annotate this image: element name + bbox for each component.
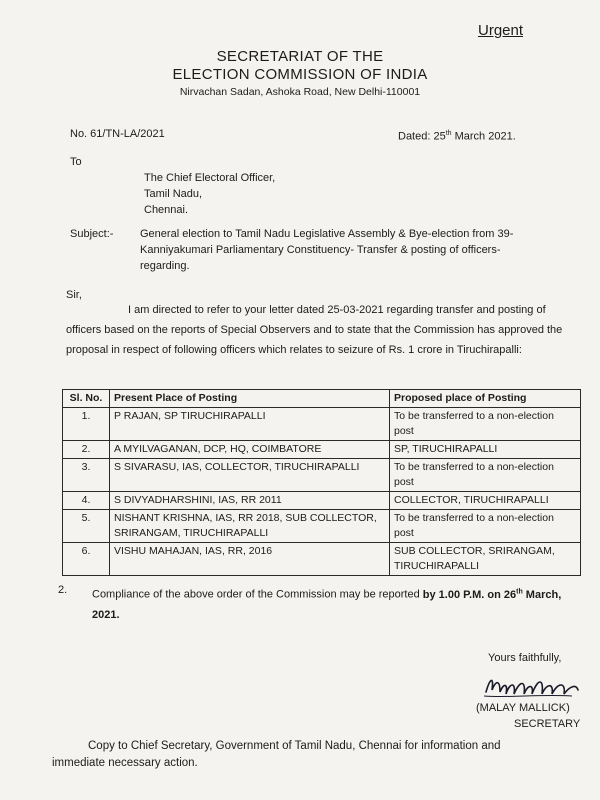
salutation: Sir,: [66, 289, 82, 301]
recipient-line: Tamil Nadu,: [144, 188, 203, 200]
deadline-part-2: March, 2021.: [92, 588, 562, 621]
paragraph-2-number: 2.: [58, 584, 68, 596]
reference-number: No. 61/TN-LA/2021: [70, 128, 165, 140]
body-paragraph-1: I am directed to refer to your letter dated 25-03-2021 regarding transfer and posting of officers based on the reports of Special Observers and to state that the Commission has approved the proposal in respect of following officers which relates to seizure of Rs. 1 crore in Tiruchirapalli:: [66, 304, 563, 356]
subject-text: General election to Tamil Nadu Legislative Assembly & Bye-election from 39-Kanniyakumari Parliamentary Constituency- Transfer & posting of officers-regarding.: [140, 228, 514, 272]
header-address: Nirvachan Sadan, Ashoka Road, New Delhi-110001: [179, 86, 421, 98]
date-suffix: March 2021.: [451, 130, 516, 143]
deadline-part-1: by 1.00 P.M. on 26: [422, 588, 517, 601]
subject-label: Subject:-: [70, 228, 114, 240]
officers-table: [62, 389, 581, 576]
cell-present: S SIVARASU, IAS, COLLECTOR, TIRUCHIRAPALLI: [110, 459, 390, 492]
date-line: [398, 126, 516, 145]
header-sl-no: Sl. No.: [63, 390, 110, 408]
signatory-name: (MALAY MALLICK): [476, 702, 570, 714]
cell-present: S DIVYADHARSHINI, IAS, RR 2011: [110, 492, 390, 510]
cell-proposed: To be transferred to a non-election post: [390, 459, 581, 492]
cell-proposed: COLLECTOR, TIRUCHIRAPALLI: [390, 492, 581, 510]
paragraph-2-text: Compliance of the above order of the Commission may be reported: [92, 588, 423, 601]
deadline-sup: th: [516, 588, 523, 595]
table-row: [63, 510, 581, 543]
cell-proposed: SUB COLLECTOR, SRIRANGAM, TIRUCHIRAPALLI: [390, 543, 581, 576]
table-row: [63, 492, 581, 510]
signatory-designation: SECRETARY: [514, 718, 581, 730]
table-row: [63, 459, 581, 492]
header-present-posting: Present Place of Posting: [110, 390, 390, 408]
copy-to-note: Copy to Chief Secretary, Government of Tamil Nadu, Chennai for information and immediate necessary action.: [52, 740, 501, 769]
table-row: [63, 441, 581, 459]
to-label: To: [70, 156, 82, 168]
table-row: [63, 408, 581, 441]
header-proposed-posting: Proposed place of Posting: [390, 390, 581, 408]
cell-present: NISHANT KRISHNA, IAS, RR 2018, SUB COLLECTOR, SRIRANGAM, TIRUCHIRAPALLI: [110, 510, 390, 543]
cell-sl: 2.: [63, 441, 110, 459]
cell-sl: 5.: [63, 510, 110, 543]
cell-sl: 6.: [63, 543, 110, 576]
cell-sl: 3.: [63, 459, 110, 492]
recipient-line: The Chief Electoral Officer,: [144, 172, 276, 184]
table-row: [63, 543, 581, 576]
body-paragraph-2: [92, 582, 562, 625]
cell-present: A MYILVAGANAN, DCP, HQ, COIMBATORE: [110, 441, 390, 459]
table-header-row: [63, 390, 581, 408]
urgent-label: Urgent: [478, 22, 524, 39]
header-line-2: ELECTION COMMISSION OF INDIA: [172, 66, 428, 83]
cell-present: VISHU MAHAJAN, IAS, RR, 2016: [110, 543, 390, 576]
cell-sl: 1.: [63, 408, 110, 441]
cell-present: P RAJAN, SP TIRUCHIRAPALLI: [110, 408, 390, 441]
cell-proposed: To be transferred to a non-election post: [390, 510, 581, 543]
cell-proposed: To be transferred to a non-election post: [390, 408, 581, 441]
cell-sl: 4.: [63, 492, 110, 510]
signature-image: [480, 668, 580, 702]
cell-proposed: SP, TIRUCHIRAPALLI: [390, 441, 581, 459]
header-line-1: SECRETARIAT OF THE: [216, 48, 384, 65]
closing-line: Yours faithfully,: [488, 652, 562, 664]
recipient-line: Chennai.: [144, 204, 189, 216]
date-suffix-sup: th: [445, 130, 452, 137]
date-prefix: Dated: 25: [398, 130, 446, 143]
recipient-block: [144, 170, 275, 218]
